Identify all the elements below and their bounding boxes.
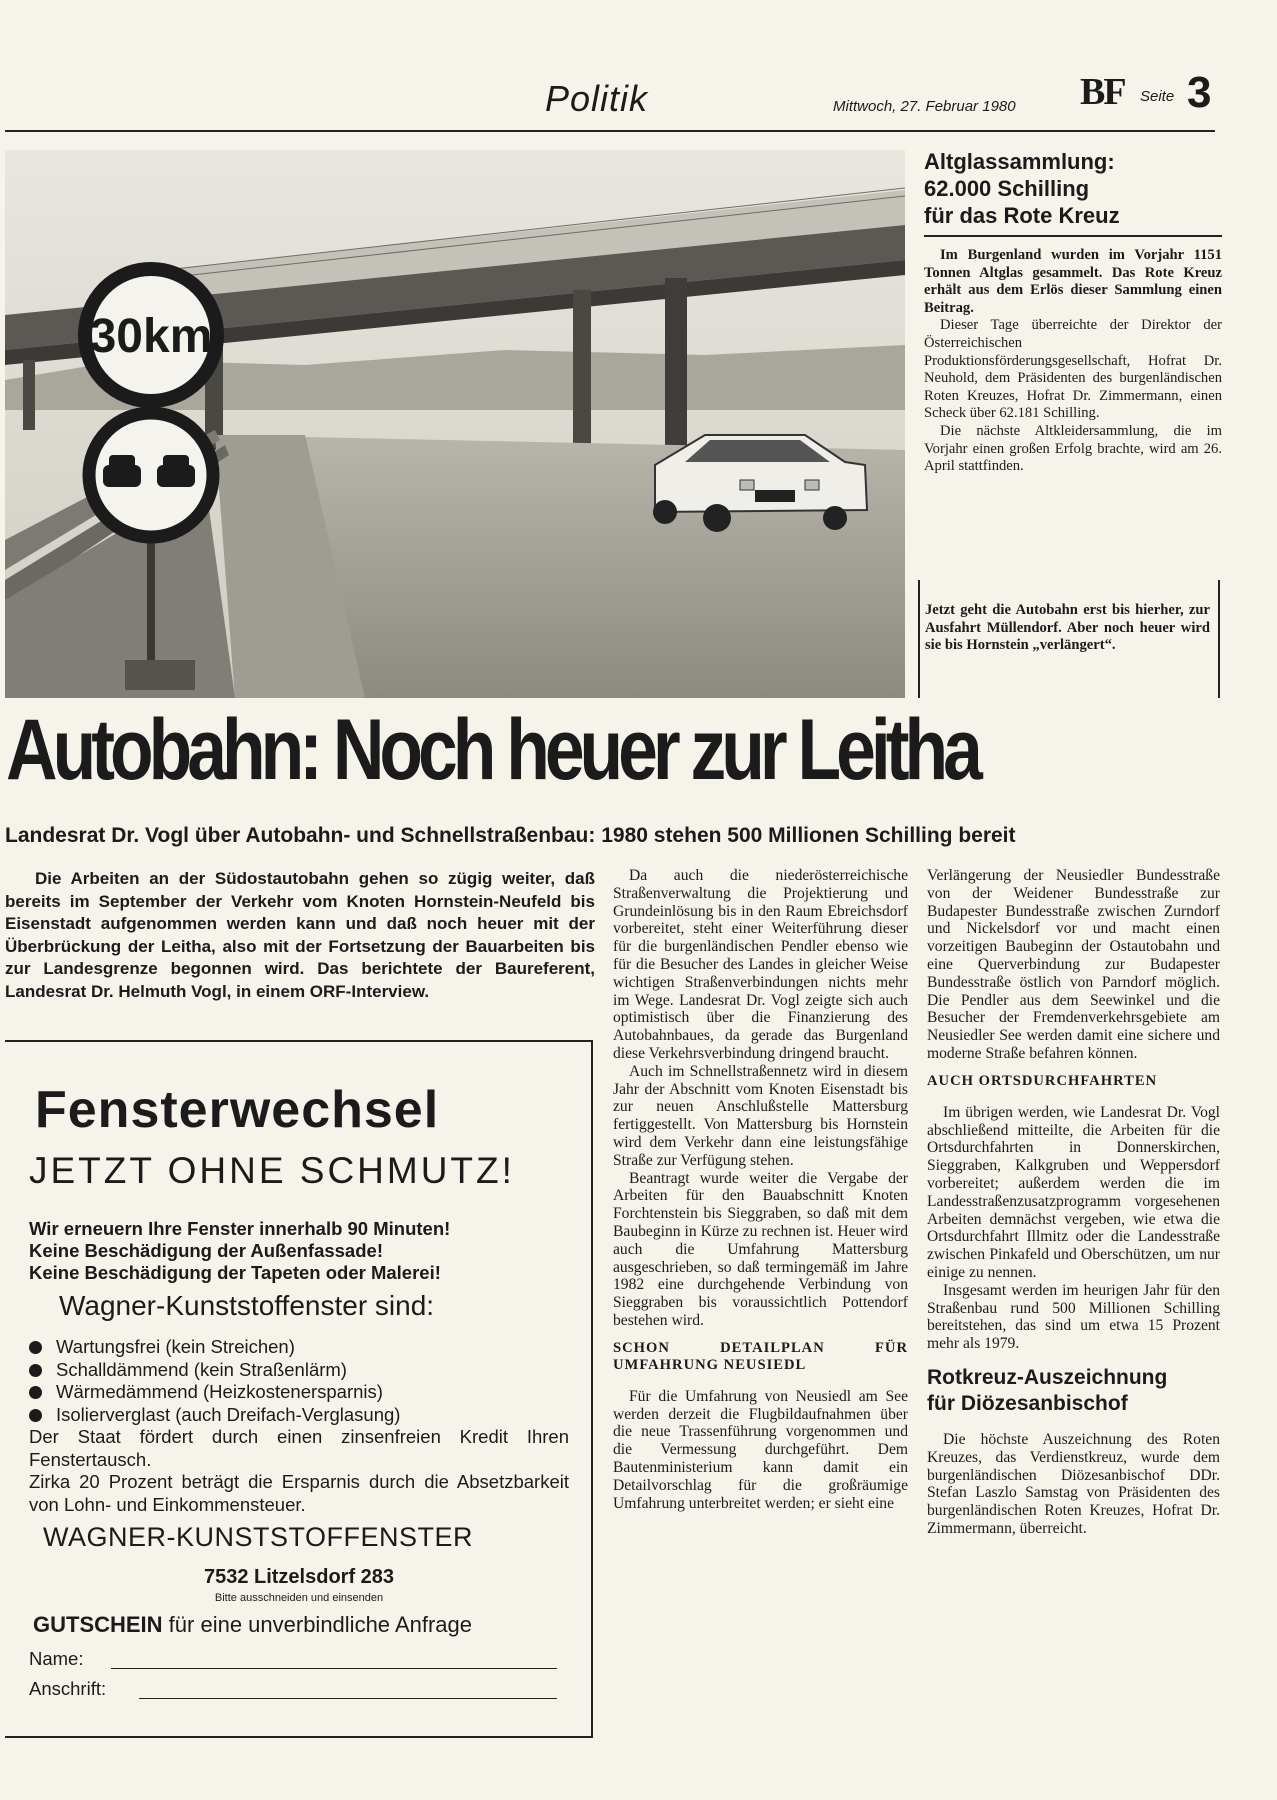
ad-feature: Schalldämmend (kein Straßenlärm): [29, 1359, 569, 1382]
article-paragraph: Beantragt wurde weiter die Vergabe der Arbeiten für den Bauabschnitt Knoten Forchtenstein bis Sieggraben, so daß mit dem Baubeginn in Kürze zu rechnen ist. Heuer wird auch die Umfahrung Mattersburg ausgeschrieben, so daß termingemäß im Jahre 1982 eine durchgehende Verbindung von Sieggraben bis voraussichtlich Pottendorf bestehen wird.: [613, 1169, 908, 1329]
ad-feature-list: [29, 1336, 569, 1516]
issue-date: Mittwoch, 27. Februar 1980: [833, 98, 1016, 115]
highway-photo-illustration: [5, 150, 905, 698]
ad-text: Zirka 20 Prozent beträgt die Ersparnis durch die Absetzbarkeit von Lohn- und Einkommensteuer.: [29, 1471, 569, 1515]
ad-company: WAGNER-KUNSTSTOFFENSTER: [43, 1522, 474, 1552]
speed-limit-sign: [85, 269, 217, 401]
coupon-address-label: Anschrift:: [29, 1678, 107, 1699]
coupon-name-label: Name:: [29, 1648, 84, 1669]
coupon-address-field[interactable]: [29, 1678, 106, 1700]
coupon-address-line[interactable]: [139, 1698, 557, 1699]
ad-feature: Isolierverglast (auch Dreifach-Verglasung): [29, 1404, 569, 1427]
highway-photo: [5, 150, 905, 698]
ad-subheading: Wagner-Kunststoffenster sind:: [59, 1290, 435, 1321]
altglas-headline-line: Altglassammlung:: [924, 149, 1115, 174]
ad-address: 7532 Litzelsdorf 283: [203, 1566, 395, 1588]
article-paragraph: Verlängerung der Neusiedler Bundesstraße von der Weidener Bundesstraße zur Budapester Bundesstraße zwischen Zurndorf und Nickelsdorf vor und macht einen vorzeitigen Baubeginn der Ostautobahn und eine Querverbindung zur Budapester Bundesstraße östlich von Parndorf möglich. Die Pendler aus dem Seewinkel und die Besucher der Fremdenverkehrsgebiete am Neusiedler See werden damit eine sichere und moderne Straße befahren können.: [927, 867, 1220, 1062]
rotkreuz-body: Die höchste Auszeichnung des Roten Kreuzes, das Verdienstkreuz, wurde dem burgenländischen Diözesanbischof DDr. Stefan Laszlo Samstag von Präsidenten des burgenländischen Roten Kreuzes, Hofrat Dr. Zimmermann, überreicht.: [927, 1430, 1220, 1537]
article-paragraph: Für die Umfahrung von Neusiedl am See werden derzeit die Flugbildaufnahmen über die neue Trassenführung vorgenommen und die Vermessung durchgeführt. Dem Bautenministerium kann damit ein Detailvorschlag für die großräumige Umfahrung unterbreitet werden; er sieht eine: [613, 1387, 908, 1512]
article-subheading: SCHON DETAILPLAN FÜR UMFAHRUNG NEUSIEDL: [613, 1339, 908, 1373]
article-column-right: [927, 867, 1220, 1538]
article-paragraph: Auch im Schnellstraßennetz wird in diesem Jahr der Abschnitt vom Knoten Eisenstadt bis zur neuen Anschlußstelle Mattersburg fertiggestellt. Von Mattersburg bis Hornstein wird dem Verkehr dann eine leistungsfähige Straße zur Verfügung stehen.: [613, 1062, 908, 1169]
article-paragraph: Insgesamt werden im heurigen Jahr für den Straßenbau rund 500 Millionen Schilling bereitstehen, das sind um etwa 15 Prozent mehr als 1979.: [927, 1281, 1220, 1353]
speed-limit-value: 30km: [89, 310, 213, 363]
page-number: 3: [1187, 68, 1212, 117]
photo-caption: Jetzt geht die Autobahn erst bis hierher, zur Ausfahrt Müllendorf. Aber noch heuer wird sie bis Hornstein „verlängert“.: [918, 580, 1220, 698]
ad-claim: Keine Beschädigung der Tapeten oder Malerei!: [29, 1262, 441, 1283]
altglas-lead: Im Burgenland wurden im Vorjahr 1151 Tonnen Altglas gesammelt. Das Rote Kreuz erhält aus dem Erlös dieser Sammlung einen Beitrag.: [924, 247, 1222, 316]
article-column-middle: [613, 867, 908, 1512]
no-overtaking-sign: [89, 413, 213, 537]
ad-feature: Wärmedämmend (Heizkostenersparnis): [29, 1381, 569, 1404]
altglas-paragraph: Dieser Tage überreichte der Direktor der Österreichischen Produktionsförderungsgesellschaft, Hofrat Dr. Neuhold, dem Präsidenten des burgenländischen Roten Kreuzes, Hofrat Dr. Zimmermann, einen Scheck über 62.181 Schilling.: [924, 317, 1222, 422]
rotkreuz-headline: [927, 1365, 1220, 1417]
altglas-body: [924, 247, 1222, 476]
window-advertisement: [5, 1040, 593, 1738]
ad-subtitle: JETZT OHNE SCHMUTZ!: [29, 1150, 515, 1191]
article-paragraph: Im übrigen werden, wie Landesrat Dr. Vogl abschließend mitteilte, die Arbeiten für die Ortsdurchfahrten in Donnerskirchen, Sieggraben, Kalkgruben und Weppersdorf vorbereitet; außerdem werden die im Landesstraßenzusatzprogramm vorgesehenen Arbeiten demnächst vergeben, wie etwa die Ortsdurchfahrt Illmitz oder die Landesstraße zwischen Pinkafeld und Oberschützen, um nur einige zu nennen.: [927, 1103, 1220, 1281]
altglas-paragraph: Die nächste Altkleidersammlung, die im Vorjahr einen großen Erfolg brachte, wird am 26. April stattfinden.: [924, 422, 1222, 475]
ad-claim: Keine Beschädigung der Außenfassade!: [29, 1240, 383, 1261]
article-subheading: AUCH ORTSDURCHFAHRTEN: [927, 1072, 1158, 1089]
coupon-text: für eine unverbindliche Anfrage: [162, 1612, 472, 1637]
ad-title: Fensterwechsel: [35, 1081, 440, 1139]
rotkreuz-headline-line: für Diözesanbischof: [927, 1391, 1128, 1415]
article-lead: Die Arbeiten an der Südostautobahn gehen so zügig weiter, daß bereits im September der Verkehr vom Knoten Hornstein-Neufeld bis Eisenstadt aufgenommen werden kann und daß noch heuer mit der Überbrückung der Leitha, also mit der Fortsetzung der Bauarbeiten bis zur Landesgrenze begonnen wird. Das berichtete der Baureferent, Landesrat Dr. Helmuth Vogl, in einem ORF-Interview.: [5, 869, 595, 1001]
ad-cutout-note: Bitte ausschneiden und einsenden: [214, 1592, 384, 1604]
article-headline: Autobahn: Noch heuer zur Leitha: [6, 702, 978, 798]
ad-claims: [29, 1218, 450, 1284]
divider: [924, 235, 1222, 237]
altglas-headline: [924, 148, 1222, 229]
altglas-headline-line: für das Rote Kreuz: [924, 203, 1120, 228]
rotkreuz-headline-line: Rotkreuz-Auszeichnung: [927, 1365, 1168, 1389]
ad-coupon-title: [33, 1612, 472, 1638]
coupon-name-line[interactable]: [111, 1668, 557, 1669]
ad-feature: Wartungsfrei (kein Streichen): [29, 1336, 569, 1359]
article-subhead: Landesrat Dr. Vogl über Autobahn- und Schnellstraßenbau: 1980 stehen 500 Millionen Schilling bereit: [5, 824, 1016, 847]
coupon-name-field[interactable]: [29, 1648, 84, 1670]
section-title: Politik: [545, 78, 649, 119]
ad-claim: Wir erneuern Ihre Fenster innerhalb 90 Minuten!: [29, 1218, 451, 1239]
header-rule: [5, 130, 1215, 132]
altglas-headline-line: 62.000 Schilling: [924, 176, 1090, 201]
ad-text: Der Staat fördert durch einen zinsenfreien Kredit Ihren Fenstertausch.: [29, 1426, 569, 1470]
article-paragraph: Da auch die niederösterreichische Straßenverwaltung die Projektierung und Grundeinlösung bis in den Raum Ebreichsdorf vorbereitet, steht einer Weiterführung dieser für die burgenländischen Pendler ebenso wie für die Besucher des Landes in gleicher Weise wichtigen Straßenverbindungen nichts mehr im Wege. Landesrat Dr. Vogl zeigte sich auch optimistisch über die Finanzierung des Autobahnbaues, da gerade das Burgenland diese Verkehrsverbindung dringend braucht.: [613, 867, 908, 1062]
page-label: Seite: [1140, 88, 1175, 105]
coupon-label: GUTSCHEIN: [33, 1612, 163, 1637]
altglas-sidebar: [924, 148, 1222, 476]
newspaper-logo: BF: [1080, 71, 1125, 113]
